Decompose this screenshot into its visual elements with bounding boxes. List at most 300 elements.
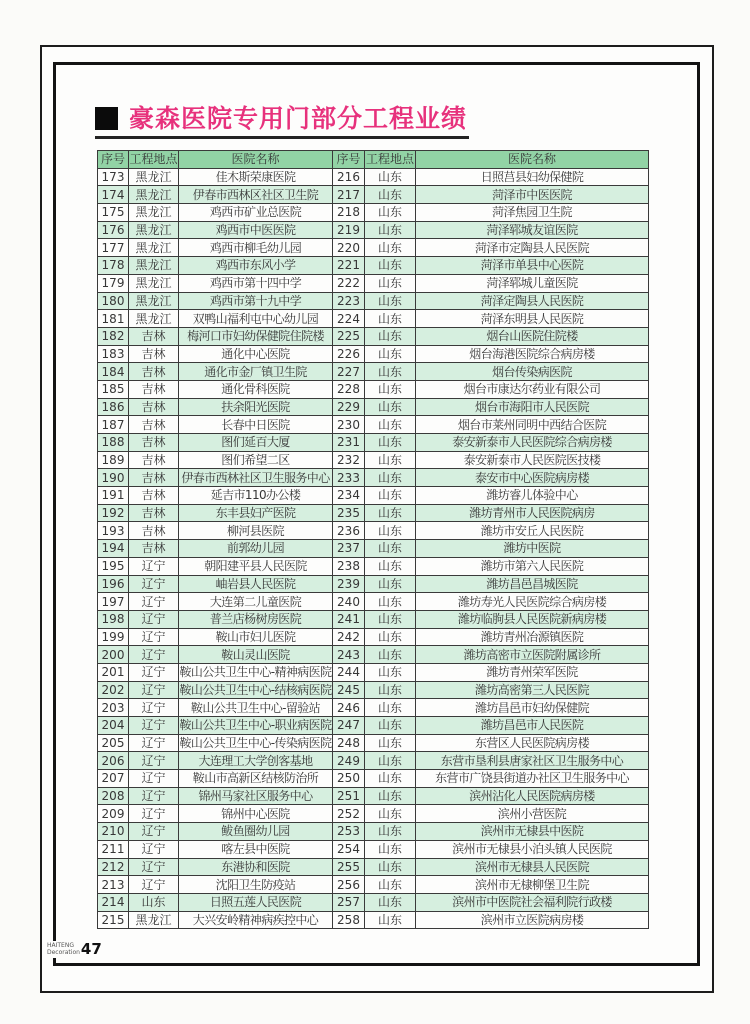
serial-cell: 209 xyxy=(98,805,129,823)
serial-cell: 236 xyxy=(333,522,365,540)
location-cell: 山东 xyxy=(365,345,416,363)
brand-mark xyxy=(47,943,80,957)
hospital-cell: 潍坊昌邑市妇幼保健院 xyxy=(416,699,649,717)
hospital-cell: 鸡西市东风小学 xyxy=(179,257,333,275)
location-cell: 吉林 xyxy=(129,487,179,505)
title-block xyxy=(95,103,467,133)
hospital-cell: 潍坊昌邑昌城医院 xyxy=(416,575,649,593)
serial-cell: 181 xyxy=(98,310,129,328)
table-row xyxy=(98,363,649,381)
page-title: 豪森医院专用门部分工程业绩 xyxy=(129,103,468,133)
location-cell: 山东 xyxy=(365,168,416,186)
location-cell: 辽宁 xyxy=(129,840,179,858)
serial-cell: 225 xyxy=(333,327,365,345)
hospital-cell: 前郭幼儿园 xyxy=(179,540,333,558)
hospital-cell: 鞍山公共卫生中心-职业病医院 xyxy=(179,718,332,733)
table-row xyxy=(98,186,649,204)
location-cell: 山东 xyxy=(365,681,416,699)
location-cell: 山东 xyxy=(365,858,416,876)
serial-cell: 173 xyxy=(98,168,129,186)
hospital-cell: 菏泽定陶县人民医院 xyxy=(416,292,649,310)
serial-cell: 222 xyxy=(333,274,365,292)
hospital-cell: 通化骨科医院 xyxy=(179,380,333,398)
table-row xyxy=(98,717,649,735)
location-cell: 吉林 xyxy=(129,469,179,487)
location-cell: 山东 xyxy=(365,504,416,522)
hospital-cell: 大兴安岭精神病疾控中心 xyxy=(179,911,333,929)
serial-cell: 242 xyxy=(333,628,365,646)
table-row xyxy=(98,628,649,646)
location-cell: 山东 xyxy=(365,593,416,611)
location-cell: 黑龙江 xyxy=(129,186,179,204)
hospital-cell: 延吉市110办公楼 xyxy=(179,487,333,505)
serial-cell: 252 xyxy=(333,805,365,823)
serial-cell: 227 xyxy=(333,363,365,381)
location-cell: 辽宁 xyxy=(129,646,179,664)
hospital-cell: 沈阳卫生防疫站 xyxy=(179,876,333,894)
hospital-cell: 鲅鱼圈幼儿园 xyxy=(179,823,333,841)
table-row xyxy=(98,204,649,222)
hospital-cell: 柳河县医院 xyxy=(179,522,333,540)
table-row xyxy=(98,840,649,858)
hospital-cell: 潍坊市安丘人民医院 xyxy=(416,522,649,540)
location-cell: 山东 xyxy=(365,310,416,328)
location-cell: 吉林 xyxy=(129,363,179,381)
table-row xyxy=(98,734,649,752)
hospital-cell: 潍坊中医院 xyxy=(416,540,649,558)
hospital-cell: 菏泽焦园卫生院 xyxy=(416,204,649,222)
serial-cell: 257 xyxy=(333,893,365,911)
location-cell: 山东 xyxy=(365,451,416,469)
location-cell: 吉林 xyxy=(129,522,179,540)
table-row xyxy=(98,469,649,487)
serial-cell: 213 xyxy=(98,876,129,894)
hospital-cell: 滨州市中医院社会福利院行政楼 xyxy=(416,893,649,911)
location-cell: 辽宁 xyxy=(129,593,179,611)
hospital-cell: 东港协和医院 xyxy=(179,858,333,876)
location-cell: 山东 xyxy=(365,717,416,735)
serial-cell: 219 xyxy=(333,221,365,239)
table-row xyxy=(98,168,649,186)
serial-cell: 202 xyxy=(98,681,129,699)
serial-cell: 206 xyxy=(98,752,129,770)
location-cell: 辽宁 xyxy=(129,805,179,823)
location-cell: 山东 xyxy=(365,186,416,204)
serial-cell: 258 xyxy=(333,911,365,929)
hospital-cell: 扶余阳光医院 xyxy=(179,398,333,416)
location-cell: 吉林 xyxy=(129,540,179,558)
serial-cell: 208 xyxy=(98,787,129,805)
location-cell: 山东 xyxy=(365,239,416,257)
hospital-cell: 潍坊寿光人民医院综合病房楼 xyxy=(416,593,649,611)
serial-cell: 207 xyxy=(98,770,129,788)
serial-cell: 174 xyxy=(98,186,129,204)
hospital-cell: 通化市金厂镇卫生院 xyxy=(179,363,333,381)
location-cell: 山东 xyxy=(365,469,416,487)
serial-cell: 226 xyxy=(333,345,365,363)
hospital-cell: 滨州沾化人民医院病房楼 xyxy=(416,787,649,805)
serial-cell: 224 xyxy=(333,310,365,328)
location-cell: 吉林 xyxy=(129,345,179,363)
table-row xyxy=(98,911,649,929)
serial-cell: 220 xyxy=(333,239,365,257)
serial-cell: 182 xyxy=(98,327,129,345)
location-cell: 辽宁 xyxy=(129,734,179,752)
serial-cell: 217 xyxy=(333,186,365,204)
serial-cell: 180 xyxy=(98,292,129,310)
table-header-row xyxy=(98,151,649,169)
serial-cell: 221 xyxy=(333,257,365,275)
hospital-cell: 东营市广饶县街道办社区卫生服务中心 xyxy=(416,770,649,788)
hospital-cell: 鞍山灵山医院 xyxy=(179,646,333,664)
table-row xyxy=(98,434,649,452)
location-cell: 山东 xyxy=(365,434,416,452)
location-cell: 山东 xyxy=(365,893,416,911)
location-cell: 辽宁 xyxy=(129,787,179,805)
location-cell: 黑龙江 xyxy=(129,257,179,275)
hospital-cell: 鞍山公共卫生中心-传染病医院 xyxy=(179,736,332,751)
location-cell: 山东 xyxy=(365,646,416,664)
serial-cell: 249 xyxy=(333,752,365,770)
serial-cell: 231 xyxy=(333,434,365,452)
table-row xyxy=(98,257,649,275)
location-cell: 山东 xyxy=(365,823,416,841)
hospital-cell: 滨州市无棣县人民医院 xyxy=(416,858,649,876)
serial-cell: 212 xyxy=(98,858,129,876)
hospital-cell: 普兰店杨树房医院 xyxy=(179,610,333,628)
location-cell: 辽宁 xyxy=(129,858,179,876)
serial-cell: 237 xyxy=(333,540,365,558)
hospital-cell: 鸡西市第十四中学 xyxy=(179,274,333,292)
hospital-cell: 鞍山市妇儿医院 xyxy=(179,628,333,646)
hospital-cell: 鸡西市中医医院 xyxy=(179,221,333,239)
serial-cell: 204 xyxy=(98,717,129,735)
location-cell: 山东 xyxy=(365,787,416,805)
location-cell: 山东 xyxy=(365,557,416,575)
hospital-cell: 菏泽市单县中心医院 xyxy=(416,257,649,275)
table-row xyxy=(98,522,649,540)
hospital-cell: 鸡西市第十九中学 xyxy=(179,292,333,310)
serial-cell: 239 xyxy=(333,575,365,593)
serial-cell: 235 xyxy=(333,504,365,522)
hospital-cell: 泰安新泰市人民医院综合病房楼 xyxy=(416,434,649,452)
table-row xyxy=(98,823,649,841)
table-row xyxy=(98,451,649,469)
hospital-cell: 大连理工大学创客基地 xyxy=(179,752,333,770)
location-cell: 山东 xyxy=(365,327,416,345)
serial-cell: 190 xyxy=(98,469,129,487)
serial-cell: 193 xyxy=(98,522,129,540)
location-cell: 山东 xyxy=(365,487,416,505)
location-cell: 辽宁 xyxy=(129,628,179,646)
table-row xyxy=(98,787,649,805)
serial-cell: 246 xyxy=(333,699,365,717)
hospital-cell: 潍坊青州荣军医院 xyxy=(416,663,649,681)
serial-cell: 223 xyxy=(333,292,365,310)
location-cell: 山东 xyxy=(365,274,416,292)
hospital-cell: 伊春市西林社区卫生服务中心 xyxy=(179,469,333,487)
serial-cell: 228 xyxy=(333,380,365,398)
table-row xyxy=(98,398,649,416)
location-cell: 黑龙江 xyxy=(129,274,179,292)
serial-cell: 241 xyxy=(333,610,365,628)
title-bullet-square-icon xyxy=(95,107,118,130)
hospital-cell: 图们延百大厦 xyxy=(179,434,333,452)
table-row xyxy=(98,681,649,699)
table-row xyxy=(98,752,649,770)
hospital-cell: 潍坊青州市人民医院病房 xyxy=(416,504,649,522)
location-cell: 吉林 xyxy=(129,451,179,469)
serial-cell: 196 xyxy=(98,575,129,593)
hospital-cell: 烟台海港医院综合病房楼 xyxy=(416,345,649,363)
hospital-cell: 潍坊高密第三人民医院 xyxy=(416,681,649,699)
serial-cell: 175 xyxy=(98,204,129,222)
projects-table xyxy=(97,150,649,929)
hospital-cell: 锦州中心医院 xyxy=(179,805,333,823)
serial-cell: 250 xyxy=(333,770,365,788)
hospital-cell: 潍坊高密市立医院附属诊所 xyxy=(416,646,649,664)
location-cell: 山东 xyxy=(365,610,416,628)
table-row xyxy=(98,575,649,593)
location-cell: 吉林 xyxy=(129,327,179,345)
table-row xyxy=(98,893,649,911)
hospital-cell: 滨州市无棣县小泊头镇人民医院 xyxy=(416,840,649,858)
table-row xyxy=(98,540,649,558)
location-cell: 山东 xyxy=(365,628,416,646)
serial-cell: 195 xyxy=(98,557,129,575)
hospital-cell: 潍坊青州冶源镇医院 xyxy=(416,628,649,646)
hospital-cell: 菏泽郓城儿童医院 xyxy=(416,274,649,292)
serial-cell: 230 xyxy=(333,416,365,434)
brand-line2: Decoration xyxy=(47,949,80,957)
hospital-cell: 菏泽市中医医院 xyxy=(416,186,649,204)
hospital-cell: 滨州市立医院病房楼 xyxy=(416,911,649,929)
location-cell: 辽宁 xyxy=(129,681,179,699)
serial-cell: 205 xyxy=(98,734,129,752)
hospital-cell: 岫岩县人民医院 xyxy=(179,575,333,593)
table-row xyxy=(98,805,649,823)
serial-cell: 229 xyxy=(333,398,365,416)
location-cell: 山东 xyxy=(365,770,416,788)
location-cell: 山东 xyxy=(365,540,416,558)
serial-cell: 211 xyxy=(98,840,129,858)
table-row xyxy=(98,610,649,628)
serial-cell: 191 xyxy=(98,487,129,505)
location-cell: 辽宁 xyxy=(129,663,179,681)
location-cell: 山东 xyxy=(365,363,416,381)
serial-cell: 243 xyxy=(333,646,365,664)
location-cell: 辽宁 xyxy=(129,823,179,841)
hospital-cell: 图们希望二区 xyxy=(179,451,333,469)
table-row xyxy=(98,663,649,681)
location-cell: 黑龙江 xyxy=(129,292,179,310)
page-number: 47 xyxy=(80,940,102,958)
hospital-cell: 鸡西市柳毛幼儿园 xyxy=(179,239,333,257)
hospital-cell: 潍坊睿儿体验中心 xyxy=(416,487,649,505)
serial-cell: 238 xyxy=(333,557,365,575)
table-row xyxy=(98,310,649,328)
table-row xyxy=(98,557,649,575)
hospital-cell: 佳木斯荣康医院 xyxy=(179,168,333,186)
serial-cell: 198 xyxy=(98,610,129,628)
serial-cell: 188 xyxy=(98,434,129,452)
table-body xyxy=(98,168,649,929)
table-row xyxy=(98,646,649,664)
location-cell: 山东 xyxy=(365,805,416,823)
location-cell: 吉林 xyxy=(129,416,179,434)
serial-cell: 214 xyxy=(98,893,129,911)
serial-cell: 186 xyxy=(98,398,129,416)
hospital-cell: 长春中日医院 xyxy=(179,416,333,434)
hospital-cell: 滨州市无棣县中医院 xyxy=(416,823,649,841)
hospital-cell: 潍坊昌邑市人民医院 xyxy=(416,717,649,735)
brand-line1: HAITENG xyxy=(47,942,74,950)
serial-cell: 255 xyxy=(333,858,365,876)
header-serial-left: 序号 xyxy=(98,151,129,169)
hospital-cell: 大连第二儿童医院 xyxy=(179,593,333,611)
serial-cell: 189 xyxy=(98,451,129,469)
table-row xyxy=(98,345,649,363)
hospital-cell: 东营市垦利县唐家社区卫生服务中心 xyxy=(416,752,649,770)
location-cell: 山东 xyxy=(365,663,416,681)
hospital-cell: 锦州马家社区服务中心 xyxy=(179,787,333,805)
hospital-cell: 菏泽东明县人民医院 xyxy=(416,310,649,328)
location-cell: 山东 xyxy=(365,840,416,858)
hospital-cell: 鞍山公共卫生中心-结核病医院 xyxy=(179,682,332,697)
location-cell: 山东 xyxy=(365,734,416,752)
table-row xyxy=(98,770,649,788)
table-row xyxy=(98,593,649,611)
hospital-cell: 滨州市无棣柳堡卫生院 xyxy=(416,876,649,894)
location-cell: 辽宁 xyxy=(129,876,179,894)
serial-cell: 232 xyxy=(333,451,365,469)
header-hospital-right: 医院名称 xyxy=(416,151,649,169)
serial-cell: 178 xyxy=(98,257,129,275)
hospital-cell: 烟台市莱州同明中西结合医院 xyxy=(416,416,649,434)
serial-cell: 216 xyxy=(333,168,365,186)
location-cell: 黑龙江 xyxy=(129,221,179,239)
location-cell: 山东 xyxy=(365,204,416,222)
table-row xyxy=(98,221,649,239)
header-hospital-left: 医院名称 xyxy=(179,151,333,169)
serial-cell: 215 xyxy=(98,911,129,929)
location-cell: 辽宁 xyxy=(129,717,179,735)
hospital-cell: 喀左县中医院 xyxy=(179,840,333,858)
serial-cell: 185 xyxy=(98,380,129,398)
serial-cell: 233 xyxy=(333,469,365,487)
location-cell: 黑龙江 xyxy=(129,168,179,186)
serial-cell: 192 xyxy=(98,504,129,522)
hospital-cell: 东丰县妇产医院 xyxy=(179,504,333,522)
serial-cell: 247 xyxy=(333,717,365,735)
serial-cell: 244 xyxy=(333,663,365,681)
serial-cell: 177 xyxy=(98,239,129,257)
location-cell: 山东 xyxy=(365,876,416,894)
serial-cell: 254 xyxy=(333,840,365,858)
location-cell: 黑龙江 xyxy=(129,239,179,257)
hospital-cell: 烟台传染病医院 xyxy=(416,363,649,381)
hospital-cell: 菏泽市定陶县人民医院 xyxy=(416,239,649,257)
serial-cell: 253 xyxy=(333,823,365,841)
hospital-cell: 通化中心医院 xyxy=(179,345,333,363)
hospital-cell: 菏泽郓城友谊医院 xyxy=(416,221,649,239)
table-row xyxy=(98,292,649,310)
serial-cell: 240 xyxy=(333,593,365,611)
location-cell: 山东 xyxy=(365,911,416,929)
serial-cell: 201 xyxy=(98,663,129,681)
location-cell: 辽宁 xyxy=(129,770,179,788)
table-row xyxy=(98,876,649,894)
location-cell: 黑龙江 xyxy=(129,204,179,222)
serial-cell: 245 xyxy=(333,681,365,699)
hospital-cell: 泰安市中心医院病房楼 xyxy=(416,469,649,487)
serial-cell: 187 xyxy=(98,416,129,434)
hospital-cell: 烟台市康达尔药业有限公司 xyxy=(416,380,649,398)
hospital-cell: 烟台市海阳市人民医院 xyxy=(416,398,649,416)
serial-cell: 183 xyxy=(98,345,129,363)
header-location-right: 工程地点 xyxy=(365,152,414,167)
serial-cell: 200 xyxy=(98,646,129,664)
table-row xyxy=(98,380,649,398)
location-cell: 山东 xyxy=(365,398,416,416)
hospital-cell: 朝阳建平县人民医院 xyxy=(179,557,333,575)
hospital-cell: 伊春市西林区社区卫生院 xyxy=(179,186,333,204)
table-row xyxy=(98,327,649,345)
location-cell: 山东 xyxy=(365,292,416,310)
table-row xyxy=(98,487,649,505)
location-cell: 黑龙江 xyxy=(129,911,179,929)
header-serial-right: 序号 xyxy=(333,151,365,169)
location-cell: 山东 xyxy=(365,752,416,770)
header-location-left: 工程地点 xyxy=(129,152,178,167)
table-row xyxy=(98,699,649,717)
serial-cell: 194 xyxy=(98,540,129,558)
hospital-cell: 双鸭山福利屯中心幼儿园 xyxy=(179,310,333,328)
title-underline xyxy=(95,136,469,139)
location-cell: 吉林 xyxy=(129,398,179,416)
location-cell: 辽宁 xyxy=(129,610,179,628)
location-cell: 山东 xyxy=(365,416,416,434)
location-cell: 山东 xyxy=(365,221,416,239)
location-cell: 山东 xyxy=(365,522,416,540)
table-row xyxy=(98,504,649,522)
location-cell: 辽宁 xyxy=(129,557,179,575)
hospital-cell: 日照五莲人民医院 xyxy=(179,893,333,911)
serial-cell: 176 xyxy=(98,221,129,239)
hospital-cell: 鸡西市矿业总医院 xyxy=(179,204,333,222)
serial-cell: 199 xyxy=(98,628,129,646)
hospital-cell: 鞍山公共卫生中心-精神病医院 xyxy=(179,665,332,680)
location-cell: 吉林 xyxy=(129,434,179,452)
hospital-cell: 滨州小营医院 xyxy=(416,805,649,823)
location-cell: 山东 xyxy=(365,699,416,717)
location-cell: 辽宁 xyxy=(129,575,179,593)
hospital-cell: 烟台山医院住院楼 xyxy=(416,327,649,345)
serial-cell: 218 xyxy=(333,204,365,222)
serial-cell: 248 xyxy=(333,734,365,752)
hospital-cell: 鞍山市高新区结核防治所 xyxy=(179,770,333,788)
serial-cell: 234 xyxy=(333,487,365,505)
location-cell: 辽宁 xyxy=(129,699,179,717)
location-cell: 山东 xyxy=(365,380,416,398)
hospital-cell: 泰安新泰市人民医院医技楼 xyxy=(416,451,649,469)
hospital-cell: 潍坊市第六人民医院 xyxy=(416,557,649,575)
hospital-cell: 东营区人民医院病房楼 xyxy=(416,734,649,752)
table-row xyxy=(98,239,649,257)
hospital-cell: 鞍山公共卫生中心-留验站 xyxy=(179,699,333,717)
serial-cell: 256 xyxy=(333,876,365,894)
location-cell: 山东 xyxy=(365,257,416,275)
